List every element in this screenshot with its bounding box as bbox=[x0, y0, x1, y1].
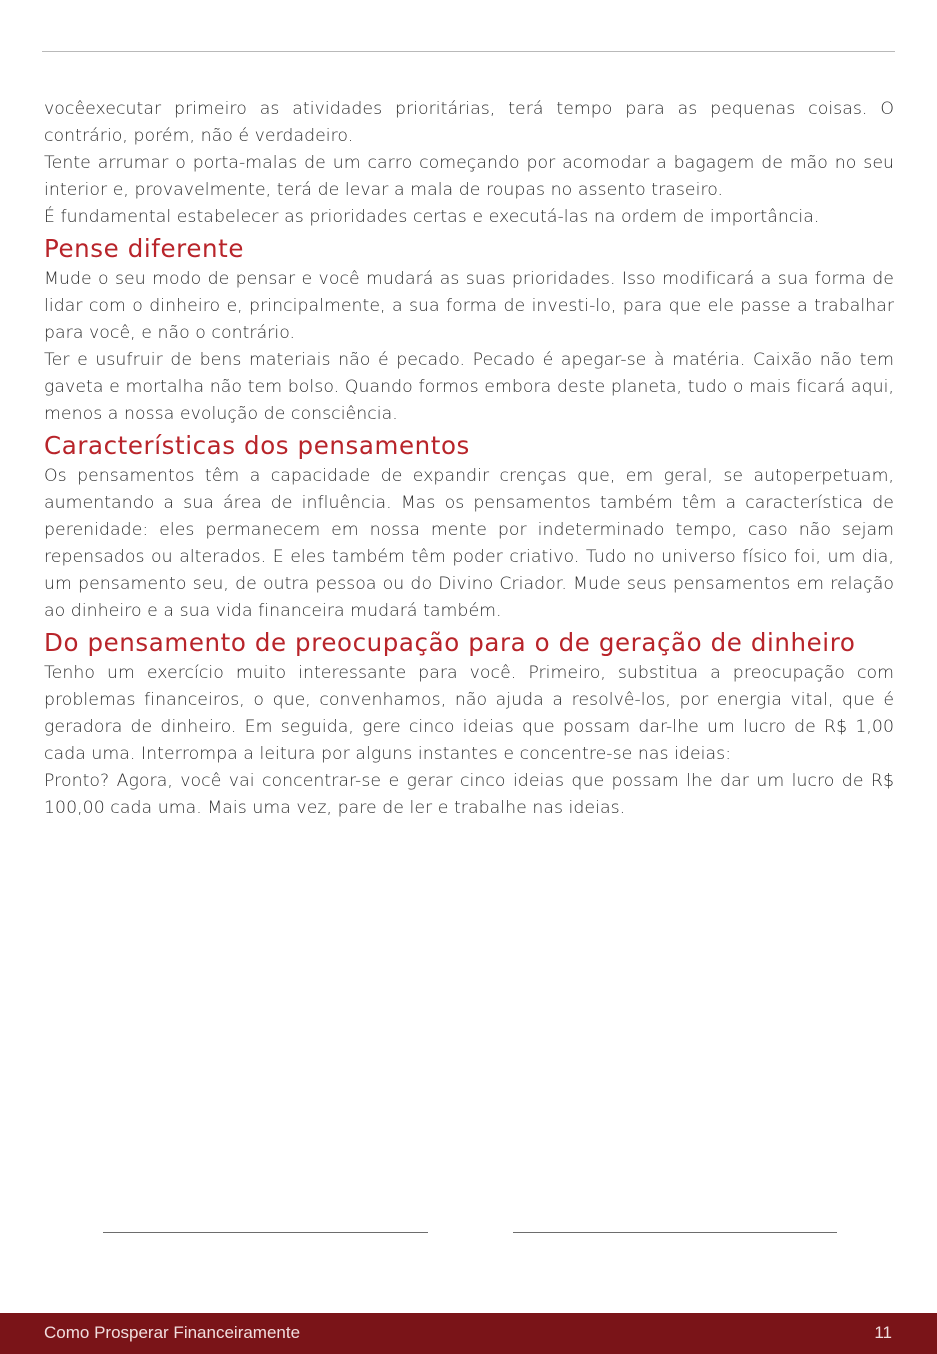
paragraph: vocêexecutar primeiro as atividades prioritárias, terá tempo para as pequenas coisas. O contrário, porém, não é verdadeiro. bbox=[44, 99, 894, 146]
paragraph: Os pensamentos têm a capacidade de expandir crenças que, em geral, se autoperpetuam, aumentando a sua área de influência. Mas os pensamentos também têm a característica de perenidade: eles permanecem em nossa mente por indeterminado tempo, caso não sejam repensados ou alterados. E eles também têm poder criativo. Tudo no universo físico foi, um dia, um pensamento seu, de outra pessoa ou do Divino Criador. Mude seus pensamentos em relação ao dinheiro e a sua vida financeira mudará também. bbox=[44, 466, 894, 621]
answer-line-left bbox=[103, 1232, 428, 1233]
answer-line-right bbox=[513, 1232, 837, 1233]
header-rule bbox=[42, 51, 895, 52]
paragraph: Tente arrumar o porta-malas de um carro começando por acomodar a bagagem de mão no seu interior e, provavelmente, terá de levar a mala de roupas no assento traseiro. bbox=[44, 153, 894, 200]
answer-lines bbox=[0, 1232, 937, 1234]
section-heading-pense-diferente: Pense diferente bbox=[44, 234, 244, 263]
paragraph: Ter e usufruir de bens materiais não é pecado. Pecado é apegar-se à matéria. Caixão não tem gaveta e mortalha não tem bolso. Quando formos embora deste planeta, tudo o mais ficará aqui, menos a nossa evolução de consciência. bbox=[44, 350, 894, 424]
paragraph: Pronto? Agora, você vai concentrar-se e gerar cinco ideias que possam lhe dar um lucro de R$ 100,00 cada uma. Mais uma vez, pare de ler e trabalhe nas ideias. bbox=[44, 771, 894, 818]
section-heading-geracao-dinheiro: Do pensamento de preocupação para o de geração de dinheiro bbox=[44, 628, 856, 657]
paragraph: Mude o seu modo de pensar e você mudará as suas prioridades. Isso modificará a sua forma de lidar com o dinheiro e, principalmente, a sua forma de investi-lo, para que ele passe a trabalhar para você, e não o contrário. bbox=[44, 269, 894, 343]
paragraph: É fundamental estabelecer as prioridades certas e executá-las na ordem de importância. bbox=[44, 207, 820, 227]
section-heading-caracteristicas: Características dos pensamentos bbox=[44, 431, 470, 460]
page-content bbox=[44, 96, 894, 822]
page-number: 11 bbox=[874, 1323, 892, 1342]
paragraph: Tenho um exercício muito interessante para você. Primeiro, substitua a preocupação com problemas financeiros, o que, convenhamos, não ajuda a resolvê-los, por energia vital, que é geradora de dinheiro. Em seguida, gere cinco ideias que possam dar-lhe um lucro de R$ 1,00 cada uma. Interrompa a leitura por alguns instantes e concentre-se nas ideias: bbox=[44, 663, 894, 764]
footer-book-title: Como Prosperar Financeiramente bbox=[44, 1323, 301, 1342]
footer-bar bbox=[0, 1313, 937, 1354]
